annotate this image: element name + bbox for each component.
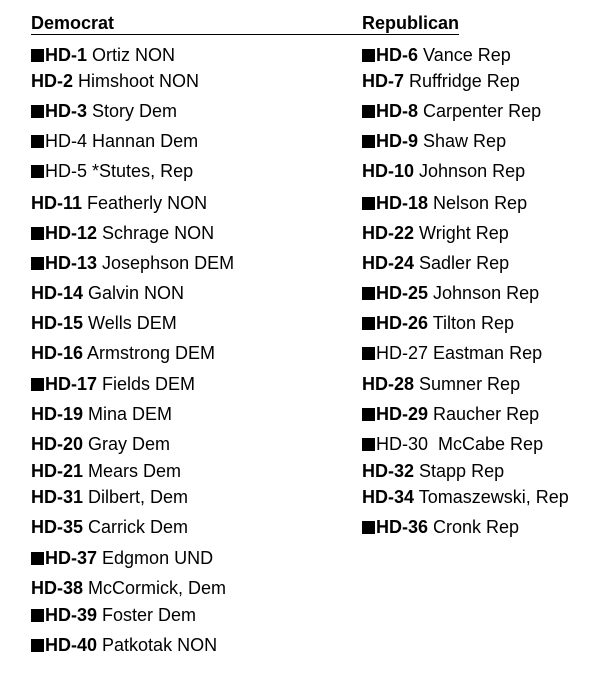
list-item [362,433,543,455]
square-bullet-icon [362,347,375,360]
district-label: HD-2 [31,71,74,91]
list-item [31,604,196,626]
list-item [362,160,525,182]
square-bullet-icon [31,639,44,652]
list-item [31,192,207,214]
list-item [31,312,177,334]
district-label: HD-1 [45,45,88,65]
district-label: HD-6 [376,45,419,65]
list-item [362,403,539,425]
district-label: HD-13 [45,253,98,273]
district-label: HD-11 [31,193,83,213]
district-label: HD-32 [362,461,415,481]
district-label: HD-29 [376,404,429,424]
candidate-name: Schrage NON [102,223,215,243]
district-label: HD-8 [376,101,419,121]
list-item [31,373,195,395]
district-label: HD-37 [45,548,98,568]
district-label: HD-16 [31,343,84,363]
square-bullet-icon [31,49,44,62]
candidate-name: Himshoot NON [78,71,200,91]
district-label: HD-10 [362,161,415,181]
candidate-name: McCabe Rep [433,434,544,454]
candidate-name: Armstrong DEM [87,343,216,363]
district-label: HD-18 [376,193,429,213]
list-item [362,70,520,92]
candidate-name: Ruffridge Rep [409,71,520,91]
list-item [31,342,215,364]
list-item [362,373,520,395]
square-bullet-icon [362,438,375,451]
candidate-name: *Stutes, Rep [92,161,194,181]
square-bullet-icon [31,165,44,178]
candidate-name: Patkotak NON [102,635,218,655]
list-item [31,70,199,92]
district-label: HD-17 [45,374,98,394]
list-item [31,403,172,425]
candidate-name: Sadler Rep [419,253,510,273]
square-bullet-icon [31,227,44,240]
candidate-name: Josephson DEM [102,253,235,273]
list-item [31,634,217,656]
district-label: HD-22 [362,223,415,243]
candidate-name: Raucher Rep [433,404,540,424]
candidate-name: Story Dem [92,101,178,121]
square-bullet-icon [362,287,375,300]
district-label: HD-12 [45,223,98,243]
column-header-rule [31,12,459,35]
square-bullet-icon [362,408,375,421]
square-bullet-icon [31,257,44,270]
district-label: HD-24 [362,253,415,273]
candidate-name: Nelson Rep [433,193,528,213]
district-label: HD-7 [362,71,405,91]
candidate-name: Tilton Rep [432,313,515,333]
list-item [31,516,188,538]
candidate-name: Mina DEM [88,404,173,424]
square-bullet-icon [362,521,375,534]
list-item [31,252,234,274]
district-label: HD-26 [376,313,429,333]
square-bullet-icon [31,378,44,391]
district-label: HD-27 [376,343,429,363]
district-label: HD-28 [362,374,415,394]
list-item [31,433,170,455]
district-label: HD-4 [45,131,88,151]
candidate-name: Tomaszewski, Rep [418,487,569,507]
candidate-name: Carrick Dem [88,517,189,537]
candidate-name: Gray Dem [88,434,171,454]
list-item [362,192,527,214]
list-item [362,130,506,152]
candidate-name: Foster Dem [102,605,197,625]
district-label: HD-3 [45,101,88,121]
candidate-name: Dilbert, Dem [88,487,189,507]
list-item [362,312,514,334]
district-label: HD-15 [31,313,84,333]
list-item [31,547,213,569]
square-bullet-icon [31,552,44,565]
list-item [362,516,519,538]
district-label: HD-25 [376,283,429,303]
list-item [31,130,198,152]
square-bullet-icon [362,135,375,148]
district-label: HD-40 [45,635,98,655]
list-item [362,460,504,482]
list-item [31,100,177,122]
candidate-name: Galvin NON [88,283,185,303]
list-item [362,222,509,244]
list-item [31,486,188,508]
candidate-name: Carpenter Rep [423,101,542,121]
district-label: HD-34 [362,487,415,507]
list-item [31,460,181,482]
square-bullet-icon [362,49,375,62]
list-item [362,342,542,364]
square-bullet-icon [362,317,375,330]
square-bullet-icon [31,105,44,118]
district-label: HD-35 [31,517,84,537]
district-label: HD-36 [376,517,429,537]
list-item [31,577,226,599]
list-item [31,160,193,182]
candidate-name: Johnson Rep [419,161,526,181]
district-label: HD-21 [31,461,84,481]
district-label: HD-14 [31,283,84,303]
candidate-name: Cronk Rep [433,517,520,537]
square-bullet-icon [362,197,375,210]
candidate-name: Stapp Rep [419,461,505,481]
district-label: HD-5 [45,161,88,181]
candidate-name: Ortiz NON [92,45,176,65]
square-bullet-icon [31,609,44,622]
candidate-name: Wright Rep [419,223,509,243]
district-label: HD-38 [31,578,84,598]
republican-header: Republican [362,13,460,33]
candidate-name: Eastman Rep [433,343,543,363]
candidate-name: McCormick, Dem [88,578,227,598]
candidate-name: Johnson Rep [433,283,540,303]
list-item [31,282,184,304]
list-item [362,252,509,274]
list-item [31,222,214,244]
district-label: HD-30 [376,434,429,454]
candidate-name: Sumner Rep [419,374,521,394]
list-item [31,44,175,66]
candidate-name: Wells DEM [88,313,177,333]
list-item [362,486,569,508]
list-item [362,282,539,304]
candidate-name: Shaw Rep [423,131,507,151]
candidate-name: Fields DEM [102,374,196,394]
candidate-name: Vance Rep [423,45,511,65]
candidate-name: Edgmon UND [102,548,214,568]
district-label: HD-31 [31,487,84,507]
district-label: HD-9 [376,131,419,151]
candidate-name: Hannan Dem [92,131,199,151]
district-label: HD-20 [31,434,84,454]
candidate-name: Featherly NON [87,193,208,213]
district-label: HD-19 [31,404,84,424]
square-bullet-icon [362,105,375,118]
democrat-header: Democrat [31,13,115,33]
district-label: HD-39 [45,605,98,625]
square-bullet-icon [31,135,44,148]
list-item [362,44,511,66]
candidate-name: Mears Dem [88,461,182,481]
list-item [362,100,541,122]
